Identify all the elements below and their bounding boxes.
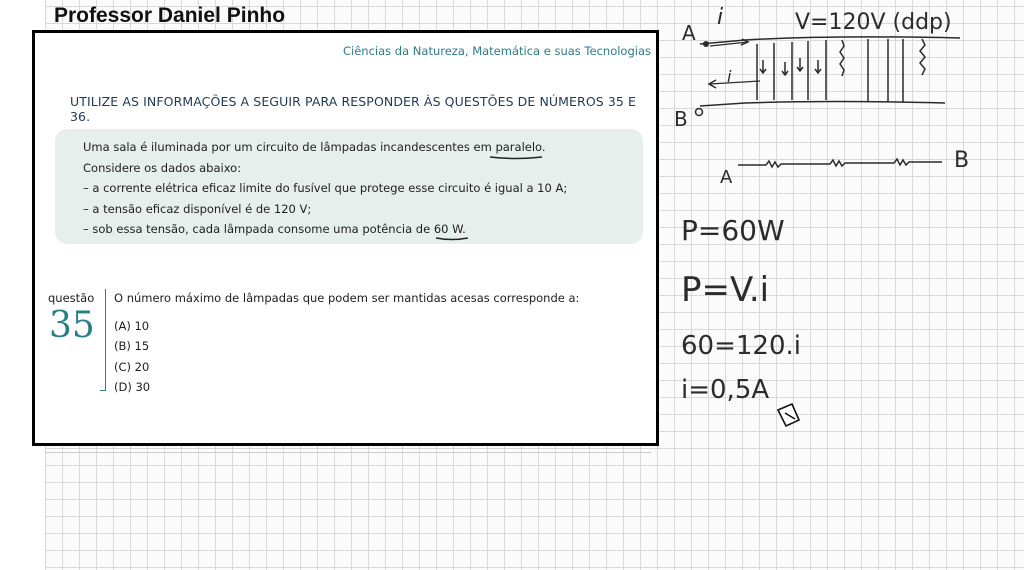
node-b-dot	[696, 109, 703, 116]
question-number: 35	[49, 305, 95, 346]
power-formula: P=V.i	[681, 270, 770, 310]
power-given: P=60W	[681, 214, 785, 247]
context-line: – a corrente elétrica eficaz limite do fusível que protege esse circuito é igual a 10 A;	[83, 181, 568, 195]
subject-label: Ciências da Natureza, Matemática e suas Tecnologias	[343, 44, 651, 58]
equivalent-resistor-line	[738, 159, 942, 167]
result: i=0,5A	[681, 375, 770, 405]
context-line: Uma sala é iluminada por um circuito de lâmpadas incandescentes em paralelo.	[83, 140, 546, 154]
presenter-title: Professor Daniel Pinho	[54, 4, 286, 27]
current-symbol-top: i	[717, 5, 724, 30]
node-a-dot	[703, 41, 709, 47]
node-b-label: B	[674, 107, 688, 131]
answer-option-a[interactable]: (A) 10	[114, 319, 150, 333]
underline-paralelo	[490, 157, 542, 159]
instruction-text: UTILIZE AS INFORMAÇÕES A SEGUIR PARA RESPONDER ÀS QUESTÕES DE NÚMEROS 35 E 36.	[70, 94, 637, 124]
current-symbol-branch: i	[727, 67, 732, 86]
answer-option-b[interactable]: (B) 15	[114, 339, 150, 354]
pen-cursor-icon	[778, 404, 799, 426]
node-a-label: A	[682, 21, 696, 45]
context-line: – sob essa tensão, cada lâmpada consome uma potência de 60 W.	[83, 222, 466, 236]
equivalent-node-b-label: B	[954, 148, 970, 173]
voltage-note: V=120V (ddp)	[795, 10, 952, 35]
answer-option-d[interactable]: (D) 30	[114, 379, 151, 394]
substitution: 60=120.i	[681, 331, 801, 361]
answer-option-c[interactable]: (C) 20	[114, 359, 150, 374]
context-line: – a tensão eficaz disponível é de 120 V;	[83, 201, 312, 216]
circuit-sketch	[700, 37, 960, 106]
question-label: questão	[48, 291, 95, 305]
context-line: Considere os dados abaixo:	[83, 160, 242, 175]
underline-60w	[436, 238, 468, 240]
question-stem: O número máximo de lâmpadas que podem ser mantidas acesas corresponde a:	[114, 291, 580, 305]
equivalent-node-a-label: A	[720, 167, 733, 188]
